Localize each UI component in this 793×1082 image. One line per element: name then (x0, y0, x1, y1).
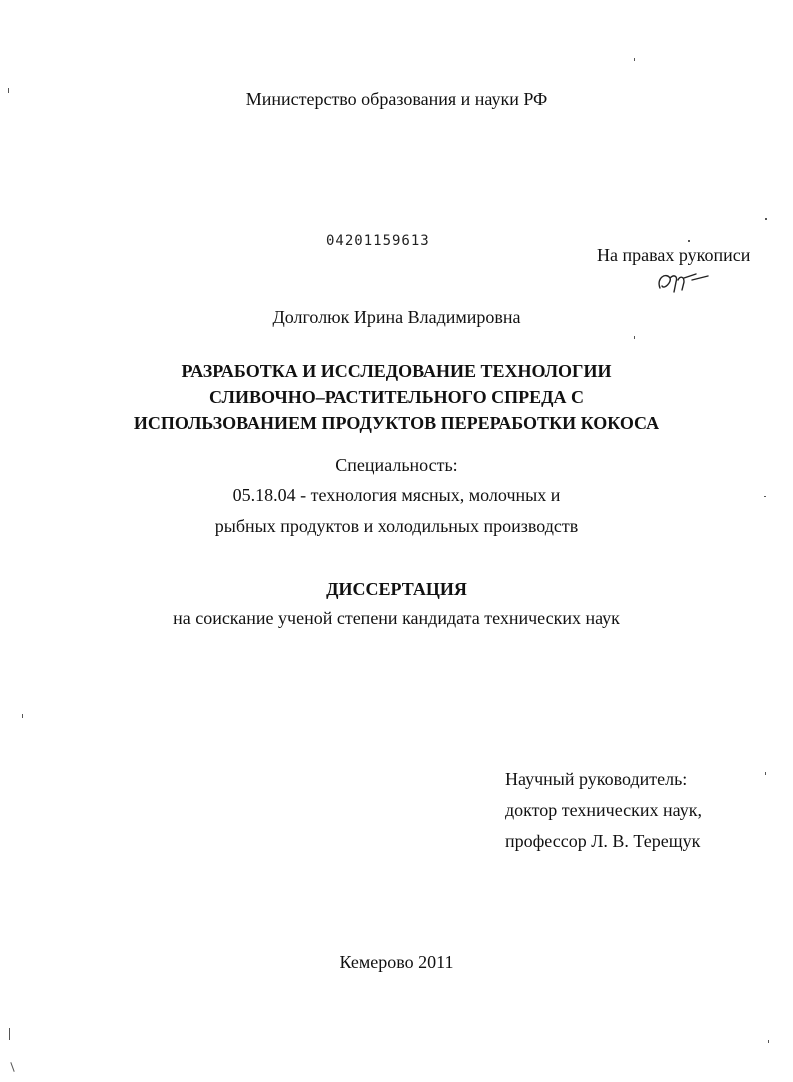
scan-speck (634, 336, 635, 339)
scan-speck (765, 218, 767, 220)
catalog-code: 04201159613 (326, 233, 430, 249)
specialty-line: рыбных продуктов и холодильных производств (214, 516, 579, 536)
scan-speck (8, 88, 9, 93)
scan-speck (764, 496, 766, 497)
scan-speck (768, 1040, 769, 1043)
ministry-header: Министерство образования и науки РФ (245, 89, 548, 109)
specialty-line: 05.18.04 - технология мясных, молочных и (232, 485, 561, 505)
specialty-label: Специальность: (335, 455, 458, 475)
degree-statement: на соискание ученой степени кандидата технических наук (173, 608, 620, 628)
supervisor-degree: доктор технических наук, (505, 800, 702, 820)
scan-speck (22, 714, 23, 718)
author-name: Долголюк Ирина Владимировна (272, 307, 521, 327)
rights-note: На правах рукописи (597, 245, 751, 265)
scan-speck (765, 772, 766, 775)
dissertation-heading: ДИССЕРТАЦИЯ (326, 579, 467, 599)
title-line: ИСПОЛЬЗОВАНИЕМ ПРОДУКТОВ ПЕРЕРАБОТКИ КОКОСА (133, 413, 660, 433)
title-line: СЛИВОЧНО–РАСТИТЕЛЬНОГО СПРЕДА С (208, 387, 584, 407)
supervisor-name: профессор Л. В. Терещук (505, 831, 701, 851)
signature-icon (652, 268, 712, 296)
city-year: Кемерово 2011 (339, 952, 454, 972)
scan-speck (634, 58, 635, 61)
scan-speck (9, 1028, 10, 1040)
scan-speck (688, 240, 690, 242)
title-line: РАЗРАБОТКА И ИССЛЕДОВАНИЕ ТЕХНОЛОГИИ (181, 361, 612, 381)
dissertation-title (0, 358, 793, 436)
supervisor-label: Научный руководитель: (505, 769, 688, 789)
supervisor-block (505, 764, 702, 857)
scan-speck (10, 1062, 14, 1072)
